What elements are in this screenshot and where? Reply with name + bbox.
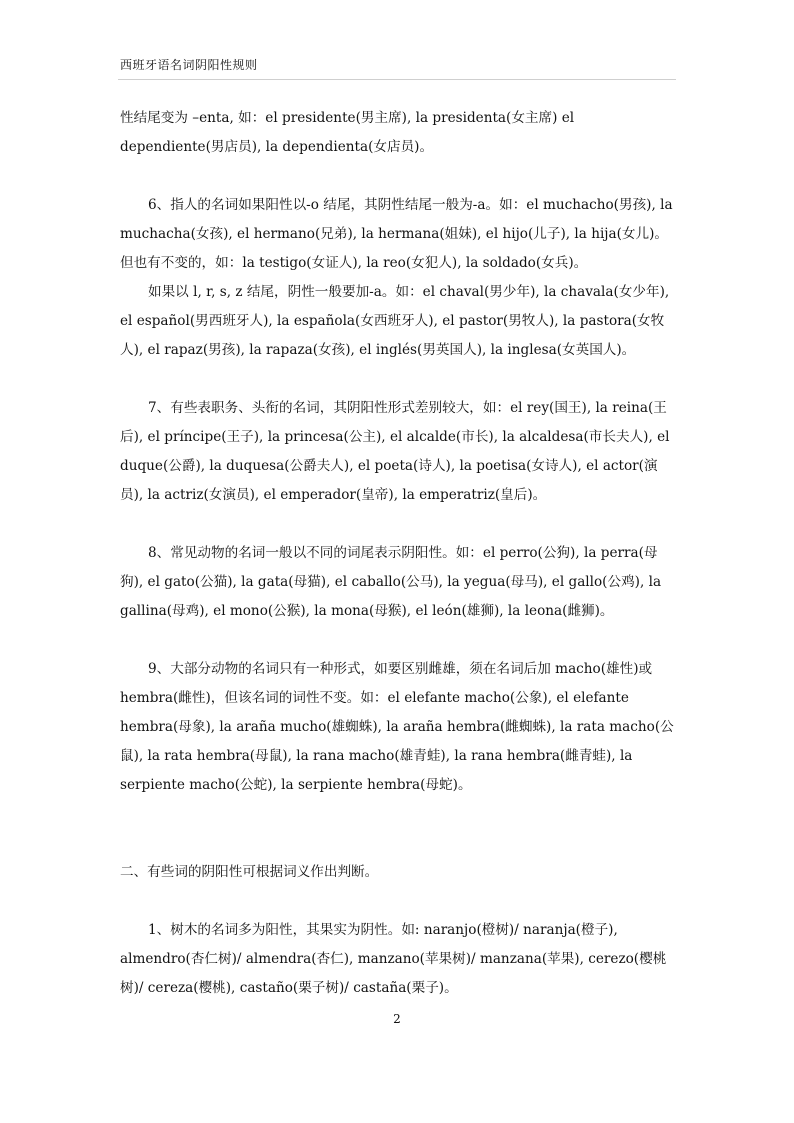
- paragraph-rule-9: 9、大部分动物的名词只有一种形式，如要区别雌雄，须在名词后加 macho(雄性)或 hembra(雌性)，但该名词的词性不变。如：el elefante macho(公象), el elefante hembra(母象), la araña mucho(雄蜘蛛), la araña hembra(雌蜘蛛), la rata macho(公鼠), la rata hembra(母鼠), la rana macho(雄青蛙), la rana hembra(雌青蛙), la serpiente macho(公蛇), la serpiente hembra(母蛇)。: [120, 661, 674, 793]
- paragraph-section-2-rule-1: 1、树木的名词多为阳性，其果实为阴性。如: naranjo(橙树)/ naranja(橙子), almendro(杏仁树)/ almendra(杏仁), manzano(苹果树)/ manzana(苹果), cerezo(樱桃树)/ cereza(樱桃), castaño(栗子树)/ castaña(栗子)。: [120, 922, 667, 996]
- document-body: [120, 104, 676, 1003]
- paragraph-rule-6: 6、指人的名词如果阳性以-o 结尾，其阴性结尾一般为-a。如：el muchacho(男孩), la muchacha(女孩), el hermano(兄弟), la hermana(姐妹), el hijo(儿子), la hija(女儿)。但也有不变的，如：la testigo(女证人), la reo(女犯人), la soldado(女兵)。: [120, 197, 673, 271]
- section-heading-2: 二、有些词的阴阳性可根据词义作出判断。: [120, 864, 379, 880]
- paragraph-continuation: 性结尾变为 –enta, 如：el presidente(男主席), la presidenta(女主席) el dependiente(男店员), la dependienta(女店员)。: [120, 110, 575, 155]
- running-header: 西班牙语名词阴阳性规则: [120, 58, 258, 72]
- paragraph-rule-8: 8、常见动物的名词一般以不同的词尾表示阴阳性。如：el perro(公狗), la perra(母狗), el gato(公猫), la gata(母猫), el caballo(公马), la yegua(母马), el gallo(公鸡), la gallina(母鸡), el mono(公猴), la mona(母猴), el león(雄狮), la leona(雌狮)。: [120, 545, 662, 619]
- paragraph-rule-6-consonant: 如果以 l, r, s, z 结尾，阴性一般要加-a。如：el chaval(男少年), la chavala(女少年), el español(男西班牙人), la española(女西班牙人), el pastor(男牧人), la pastora(女牧人), el rapaz(男孩), la rapaza(女孩), el inglés(男英国人), la inglesa(女英国人)。: [120, 284, 670, 358]
- header-divider: [118, 79, 676, 80]
- page-number: 2: [393, 1012, 401, 1026]
- paragraph-rule-7: 7、有些表职务、头衔的名词，其阴阳性形式差别较大，如：el rey(国王), la reina(王后), el príncipe(王子), la princesa(公主), el alcalde(市长), la alcaldesa(市长夫人), el duque(公爵), la duquesa(公爵夫人), el poeta(诗人), la poetisa(女诗人), el actor(演员), la actriz(女演员), el emperador(皇帝), la emperatriz(皇后)。: [120, 400, 670, 503]
